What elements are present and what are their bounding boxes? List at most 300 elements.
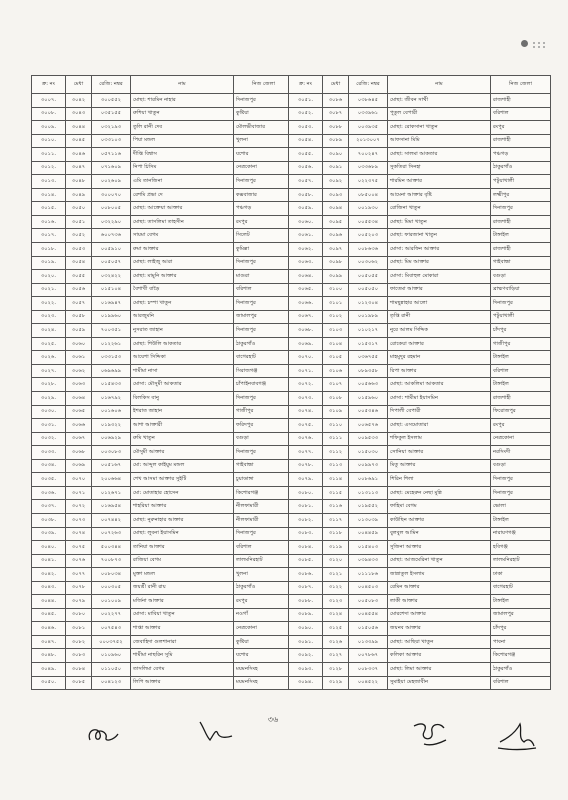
serial-cell: ৩০১০. (32, 134, 66, 148)
registration-cell: ০৩৩৯৬১ (349, 107, 388, 121)
table-row (289, 662, 551, 676)
registration-cell: ০০৫০৫০ (349, 283, 388, 297)
table-row (289, 486, 551, 500)
header-merit: মেধা (323, 76, 349, 94)
serial-cell: ৩০১৫. (32, 202, 66, 216)
serial-cell: ৩০৩৩. (32, 446, 66, 460)
name-cell: মোসা: মৌসুমী আকতার (131, 378, 234, 392)
registration-cell: ০০৭৪৪২ (92, 513, 131, 527)
name-cell: জয়নব আক্তার (388, 622, 491, 636)
registration-cell: ২০০৬৬৪ (92, 473, 131, 487)
table-row (32, 500, 294, 514)
district-cell: ঠাকুরগাঁও (491, 161, 551, 175)
serial-cell: ৩০৭৭. (289, 446, 323, 460)
name-cell: শামছুন্নাহার আলো (388, 297, 491, 311)
merit-cell: ৩১২৩ (323, 595, 349, 609)
name-cell: ফাতেমা আক্তার (388, 283, 491, 297)
registration-cell: ০১১১৮৬ (349, 568, 388, 582)
district-cell: নেত্রকোনা (234, 622, 294, 636)
merit-list-table-left (31, 75, 294, 690)
registration-cell: ০১৬৯৪৭ (92, 297, 131, 311)
district-cell: বরিশাল (491, 364, 551, 378)
name-cell: মোছা: শারমিন নাহার (131, 94, 234, 108)
registration-cell: ০০৭৮৬৭ (349, 649, 388, 663)
district-cell: সিলেট (234, 229, 294, 243)
table-row (289, 364, 551, 378)
registration-cell: ০১৫০৩০ (349, 446, 388, 460)
table-row (32, 419, 294, 433)
name-cell: মোছা: মামুনি আক্তার (131, 270, 234, 284)
table-row (289, 649, 551, 663)
table-row (32, 581, 294, 595)
district-cell: রাজশাহী (491, 94, 551, 108)
serial-cell: ৩০৮২. (289, 513, 323, 527)
name-cell: রুমি খাতুন (131, 432, 234, 446)
table-row (289, 405, 551, 419)
serial-cell: ৩০৯২. (289, 649, 323, 663)
district-cell: চাঁদপুর (491, 324, 551, 338)
table-row (32, 595, 294, 609)
merit-cell: ৩০৯৪ (323, 202, 349, 216)
district-cell: সিরাজগঞ্জ (234, 364, 294, 378)
serial-cell: ৩০৭০. (289, 351, 323, 365)
name-cell: শামীমা নাসা (131, 364, 234, 378)
district-cell: বরিশাল (491, 676, 551, 690)
registration-cell: ০৫৭১১৬ (92, 148, 131, 162)
district-cell: লক্ষ্মীপুর (491, 188, 551, 202)
header-serial: ক্র: নং (289, 76, 323, 94)
table-row (289, 283, 551, 297)
merit-cell: ৩১০৬ (323, 364, 349, 378)
header-district: নিজ জেলা (234, 76, 294, 94)
registration-cell: ০১৫১০৪ (92, 283, 131, 297)
serial-cell: ৩০৬৩. (289, 256, 323, 270)
name-cell: মোছা: ফারজানা খাতুন (388, 229, 491, 243)
name-cell: মোছা: লুবনা ইয়াসমিন (131, 527, 234, 541)
table-row (289, 337, 551, 351)
name-cell: মোছা: মেহেরুন নেছা মুন্নি (388, 486, 491, 500)
table-header-row (289, 76, 551, 94)
merit-cell: ৩০৭০ (66, 473, 92, 487)
table-row (289, 581, 551, 595)
merit-cell: ৩০৭৬ (66, 554, 92, 568)
name-cell: তুলি রানী দেব (131, 121, 234, 135)
merit-cell: ৩০৫২ (66, 229, 92, 243)
table-row (32, 432, 294, 446)
merit-cell: ৩০৪৩ (66, 107, 92, 121)
name-cell: আয়েশা সিদ্দিকা (131, 351, 234, 365)
name-cell: রিপা আক্তার (388, 364, 491, 378)
table-row (289, 500, 551, 514)
registration-cell: ০০৫৯১০ (92, 243, 131, 257)
serial-cell: ৩০৭৫. (289, 419, 323, 433)
merit-cell: ৩০৬৪ (66, 392, 92, 406)
district-cell: দিনাজপুর (234, 94, 294, 108)
name-cell: বুলবুল আমিন (388, 527, 491, 541)
registration-cell: ০০২২৭৭ (92, 608, 131, 622)
serial-cell: ৩০৬৫. (289, 283, 323, 297)
serial-cell: ৩০২৮. (32, 378, 66, 392)
serial-cell: ৩০১১. (32, 148, 66, 162)
district-cell: লালমনিরহাট (234, 554, 294, 568)
name-cell: বিলকিস বানু (131, 392, 234, 406)
table-row (289, 121, 551, 135)
table-row (289, 513, 551, 527)
table-row (289, 378, 551, 392)
name-cell: ফাহিমা বেগম (388, 500, 491, 514)
merit-cell: ৩০৮৯ (323, 134, 349, 148)
table-row (289, 134, 551, 148)
registration-cell: ০০৯৫৩৩ (349, 432, 388, 446)
table-row (289, 310, 551, 324)
district-cell: রংপুর (491, 121, 551, 135)
table-row (32, 459, 294, 473)
table-body-right (289, 94, 551, 690)
district-cell: কক্সবাজার (234, 188, 294, 202)
registration-cell: ০১০২১৭ (349, 324, 388, 338)
name-cell: রেমিন আক্তার (388, 581, 491, 595)
table-row (32, 364, 294, 378)
serial-cell: ৩০৫১. (289, 94, 323, 108)
merit-cell: ৩০৬৯ (66, 459, 92, 473)
registration-cell: ০১০৯৬০ (92, 649, 131, 663)
district-cell: যশোর (234, 649, 294, 663)
name-cell: মোছা: মিম আক্তার (388, 256, 491, 270)
serial-cell: ৩০৬০. (289, 215, 323, 229)
table-row (32, 541, 294, 555)
district-cell: ফিরোজপুর (491, 405, 551, 419)
registration-cell: ০১৯৩২২ (92, 419, 131, 433)
name-cell: নুসরাত জাহান (131, 324, 234, 338)
name-cell: রাজিয়া বেগম (131, 554, 234, 568)
registration-cell: ০২২৩৭৫ (349, 175, 388, 189)
merit-cell: ৩০৯২ (323, 175, 349, 189)
name-cell: মোসা: মিবাহুল মোকারা (388, 270, 491, 284)
table-row (289, 256, 551, 270)
name-cell: মোছা: জীবন সাথী (388, 94, 491, 108)
table-row (289, 324, 551, 338)
merit-cell: ৩১১০ (323, 419, 349, 433)
merit-cell: ৩১০২ (323, 310, 349, 324)
table-row (32, 243, 294, 257)
name-cell: মোসা: শামীমা ইয়াসমিন (388, 392, 491, 406)
signature-icon (196, 718, 236, 744)
merit-cell: ৩০৫৭ (66, 297, 92, 311)
merit-cell: ৩০৫০ (66, 202, 92, 216)
registration-cell: ০১৫৯৬০ (349, 392, 388, 406)
table-row (289, 351, 551, 365)
table-row (289, 676, 551, 690)
serial-cell: ৩০৩৬. (32, 486, 66, 500)
merit-cell: ৩১২৮ (323, 662, 349, 676)
merit-cell: ৩০৫৬ (66, 283, 92, 297)
table-row (32, 513, 294, 527)
name-cell: মাহমুদুর রহমান (388, 351, 491, 365)
district-cell: টাঙ্গাইল (491, 351, 551, 365)
name-cell: দিপালী বেপারী (388, 405, 491, 419)
name-cell: তানিয়া আক্তার (131, 541, 234, 555)
registration-cell: ০৩২৪২২ (92, 270, 131, 284)
table-row (289, 635, 551, 649)
registration-cell: ০০১০০৯ (92, 595, 131, 609)
merit-cell: ৩০৪৯ (66, 188, 92, 202)
table-row (289, 392, 551, 406)
serial-cell: ৩০৩৯. (32, 527, 66, 541)
registration-cell: ০০১৯৩০ (349, 202, 388, 216)
name-cell: রোজিনা খাতুন (388, 202, 491, 216)
district-cell: নওগাঁ (234, 608, 294, 622)
district-cell: কুষ্টিয়া (234, 635, 294, 649)
name-cell: জান্নাতুল ইসলাম (388, 568, 491, 582)
serial-cell: ৩০২৪. (32, 324, 66, 338)
serial-cell: ৩০২৬. (32, 351, 66, 365)
table-row (32, 378, 294, 392)
merit-cell: ৩০৯৬ (323, 229, 349, 243)
name-cell: লাকী আক্তার (388, 595, 491, 609)
registration-cell: ০৩৫১৫৫ (92, 107, 131, 121)
merit-cell: ৩০৪৬ (66, 148, 92, 162)
registration-cell: ০১২২৬১ (92, 337, 131, 351)
district-cell: বগুড়া (491, 459, 551, 473)
registration-cell: ০৩৮৬৪৫ (349, 94, 388, 108)
merit-cell: ৩১১৩ (323, 459, 349, 473)
registration-cell: ০০৫৩৪৬ (349, 405, 388, 419)
table-row (32, 283, 294, 297)
serial-cell: ৩০২০. (32, 270, 66, 284)
table-row (32, 568, 294, 582)
table-row (32, 256, 294, 270)
name-cell: আফসানা মিমি (388, 134, 491, 148)
serial-cell: ৩০৩৫. (32, 473, 66, 487)
name-cell: শিরিন শিলা (388, 473, 491, 487)
district-cell: ব্রাহ্মণবাড়িয়া (491, 283, 551, 297)
district-cell: চাঁপাইনবাবগঞ্জ (234, 378, 294, 392)
serial-cell: ৩০৫৪. (289, 134, 323, 148)
merit-cell: ৩১০১ (323, 297, 349, 311)
name-cell: মোছা: এসমোতারা (388, 419, 491, 433)
name-cell: মোছা: আক্তেয়া আক্তার (131, 202, 234, 216)
name-cell: আশা আক্তারী (131, 419, 234, 433)
table-row (32, 310, 294, 324)
name-cell: সুজিনা আক্তার (388, 541, 491, 555)
district-cell: নীলফামারী (234, 513, 294, 527)
district-cell: পটুয়াখালী (491, 310, 551, 324)
table-row (289, 215, 551, 229)
serial-cell: ৩০৮৬. (289, 568, 323, 582)
name-cell: মোছা: আকলিমা আকতার (388, 378, 491, 392)
registration-cell: ০০৭৫৪৩ (92, 622, 131, 636)
district-cell: কুমিল্লা (234, 243, 294, 257)
registration-cell: ০১৬৭৯২ (92, 392, 131, 406)
merit-cell: ৩১১৫ (323, 486, 349, 500)
table-row (32, 175, 294, 189)
serial-cell: ৩০৮৫. (289, 554, 323, 568)
district-cell: লালমনিরহাট (491, 554, 551, 568)
table-row (289, 94, 551, 108)
name-cell: সায়মা বেগম (131, 229, 234, 243)
district-cell: জামালপুর (234, 310, 294, 324)
serial-cell: ৩০৭৪. (289, 405, 323, 419)
district-cell: টাঙ্গাইল (491, 513, 551, 527)
merit-cell: ৩০৯১ (323, 161, 349, 175)
district-cell: বরিশাল (234, 283, 294, 297)
serial-cell: ৩০৮৯. (289, 608, 323, 622)
table-row (289, 229, 551, 243)
table-row (32, 202, 294, 216)
merit-cell: ৩০৬৮ (66, 446, 92, 460)
name-cell: মোছা: মিমা খাতুন (388, 215, 491, 229)
district-cell: জামালপুর (491, 608, 551, 622)
table-row (32, 351, 294, 365)
serial-cell: ৩০০৯. (32, 121, 66, 135)
district-cell: গাজীপুর (491, 337, 551, 351)
name-cell: জেবাহিদা গুলশানারা (131, 635, 234, 649)
registration-cell: ০০৫০৫৫ (349, 270, 388, 284)
table-row (32, 473, 294, 487)
district-cell: চুয়াডাঙ্গা (234, 473, 294, 487)
header-name: নাম (388, 76, 491, 94)
merit-cell: ৩১০৯ (323, 405, 349, 419)
merit-cell: ৩১১২ (323, 446, 349, 460)
merit-cell: ৩০৪৭ (66, 161, 92, 175)
table-row (32, 527, 294, 541)
serial-cell: ৩০৩৭. (32, 500, 66, 514)
name-cell: পুতুল বেপারী (388, 107, 491, 121)
merit-cell: ৩০৭৯ (66, 595, 92, 609)
serial-cell: ৩০৪১. (32, 554, 66, 568)
table-row (289, 527, 551, 541)
registration-cell: ০১৫৪৩৩ (92, 378, 131, 392)
district-cell: টাঙ্গাইল (491, 595, 551, 609)
merit-cell: ৩১১৬ (323, 500, 349, 514)
district-cell: ঠাকুরগাঁও (491, 662, 551, 676)
merit-cell: ৩০৭১ (66, 486, 92, 500)
name-cell: দীপ্তি বিশ্বাস (131, 148, 234, 162)
table-row (32, 337, 294, 351)
serial-cell: ৩০৭১. (289, 364, 323, 378)
table-row (32, 161, 294, 175)
merit-cell: ৩০৭২ (66, 500, 92, 514)
serial-cell: ৩০৮০. (289, 486, 323, 500)
table-row (32, 446, 294, 460)
registration-cell: ০০০৩০৫ (92, 581, 131, 595)
district-cell: বরিশাল (491, 107, 551, 121)
table-row (32, 148, 294, 162)
registration-cell: ০১১০৫০ (92, 662, 131, 676)
table-row (289, 541, 551, 555)
merit-cell: ৩০৬১ (66, 351, 92, 365)
merit-cell: ৩০৯৫ (323, 215, 349, 229)
serial-cell: ৩০৯৪. (289, 676, 323, 690)
header-merit: মেধা (66, 76, 92, 94)
table-row (32, 676, 294, 690)
serial-cell: ৩০৪৪. (32, 595, 66, 609)
signature-icon (84, 722, 124, 748)
registration-cell: ০১৩০৩৯ (349, 513, 388, 527)
merit-cell: ৩০৭৫ (66, 541, 92, 555)
registration-cell: ০০১৬০৬ (92, 405, 131, 419)
registration-cell: ০৩৯৪৩৩ (349, 554, 388, 568)
merit-cell: ৩০৫৩ (66, 243, 92, 257)
district-cell: টাঙ্গাইল (491, 229, 551, 243)
serial-cell: ৩০০৭. (32, 94, 66, 108)
serial-cell: ৩০৮৭. (289, 581, 323, 595)
serial-cell: ৩০৬৭. (289, 310, 323, 324)
registration-cell: ০০০৩৭৫২ (92, 635, 131, 649)
merit-cell: ৩০৪৪ (66, 121, 92, 135)
header-district: নিজ জেলা (491, 76, 551, 94)
registration-cell: ০১৯৯৬০ (92, 310, 131, 324)
name-cell: কলিকা আক্তার (388, 649, 491, 663)
table-row (289, 175, 551, 189)
table-row (32, 554, 294, 568)
serial-cell: ৩০৪২. (32, 568, 66, 582)
serial-cell: ৩০৯০. (289, 622, 323, 636)
district-cell: দিনাজপুর (234, 324, 294, 338)
name-cell: শেখ আসমা আক্তার সুইটি (131, 473, 234, 487)
serial-cell: ৩০৫৬. (289, 161, 323, 175)
district-cell: মৌলভীবাজার (234, 121, 294, 135)
merit-cell: ৩১১৭ (323, 513, 349, 527)
header-name: নাম (131, 76, 234, 94)
name-cell: মোছা: শিউলি আকতার (131, 337, 234, 351)
district-cell: নেত্রকোনা (491, 432, 551, 446)
registration-cell: ৫০০৩৪৪ (92, 541, 131, 555)
table-row (32, 324, 294, 338)
serial-cell: ৩০৩১. (32, 419, 66, 433)
registration-cell: ০০২৬০৯ (92, 175, 131, 189)
merit-cell: ৩০৬০ (66, 337, 92, 351)
name-cell: সুকতিরা সিনহা (388, 161, 491, 175)
serial-cell: ৩০১৯. (32, 256, 66, 270)
district-cell: কিশোরগঞ্জ (491, 649, 551, 663)
registration-cell: ০১৫৪০৩ (349, 541, 388, 555)
table-row (289, 446, 551, 460)
serial-cell: ৩০৬৮. (289, 324, 323, 338)
merit-cell: ৩০৭৮ (66, 581, 92, 595)
serial-cell: ৩০৫৩. (289, 121, 323, 135)
district-cell: পাবনা (491, 635, 551, 649)
name-cell: শাপ্তা আক্তার (131, 622, 234, 636)
serial-cell: ৩০৮১. (289, 500, 323, 514)
name-cell: মোছা: তাসলিমা তাহসীন (131, 215, 234, 229)
name-cell: রোকেয়া আক্তার (388, 337, 491, 351)
merit-cell: ৩০৬২ (66, 364, 92, 378)
registration-cell: ২০১৩০০৭ (349, 134, 388, 148)
district-cell: ঢাকা (491, 568, 551, 582)
district-cell: ময়মনসিংহ (234, 662, 294, 676)
district-cell: দিনাজপুর (491, 486, 551, 500)
serial-cell: ৩০২২. (32, 297, 66, 311)
name-cell: মৌসুমী আক্তার (131, 446, 234, 460)
registration-cell: ০০১৯৮৯ (349, 310, 388, 324)
serial-cell: ৩০৭৮. (289, 459, 323, 473)
table-row (289, 622, 551, 636)
name-cell: মো: মোতাহার হোসেন (131, 486, 234, 500)
serial-cell: ৩০৪৩. (32, 581, 66, 595)
serial-cell: ৩০৮৪. (289, 541, 323, 555)
serial-cell: ৩০৩৮. (32, 513, 66, 527)
registration-cell: ০০৩৯৩৫ (349, 121, 388, 135)
name-cell: আমেনা আক্তার বৃষ্টি (388, 188, 491, 202)
district-cell: দিনাজপুর (491, 202, 551, 216)
name-cell: মিতু আক্তার (388, 459, 491, 473)
merit-cell: ৩০৮২ (66, 635, 92, 649)
registration-cell: ০০৬৫৭৬ (349, 419, 388, 433)
table-row (32, 94, 294, 108)
registration-cell: ০১৫৩১৭ (349, 337, 388, 351)
serial-cell: ৩০১৬. (32, 215, 66, 229)
